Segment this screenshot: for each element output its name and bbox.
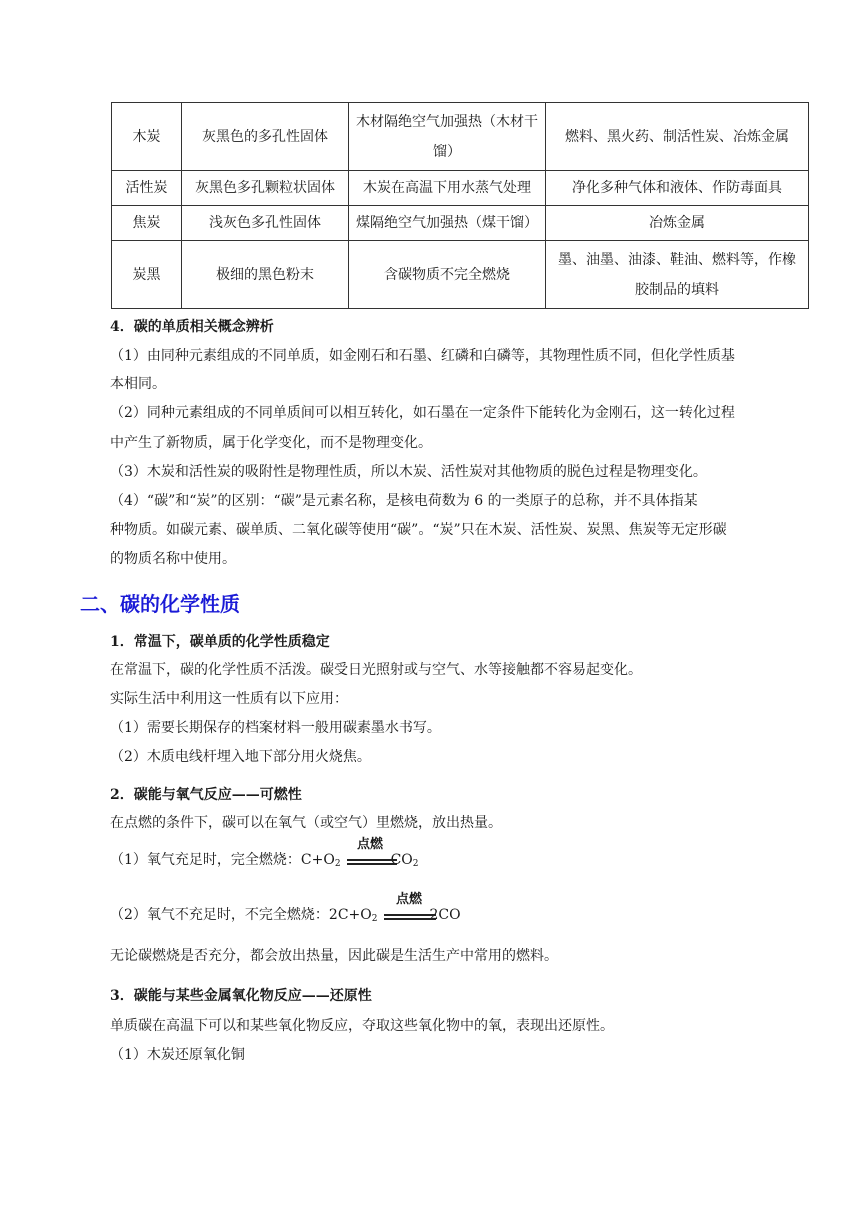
equals-sign [384, 914, 436, 920]
equation-products: $CO_2$ [390, 852, 419, 869]
paragraph-line: （1）需要长期保存的档案材料一般用碳素墨水书写。 [110, 720, 441, 736]
subsection-title: 1．常温下，碳单质的化学性质稳定 [110, 634, 330, 650]
subsection-title: 2．碳能与氧气反应——可燃性 [110, 787, 302, 803]
table-row [112, 103, 809, 171]
paragraph-line: （1）由同种元素组成的不同单质，如金刚石和石墨、红磷和白磷等，其物理性质不同，但化学性质基 [110, 348, 735, 364]
section-title: 4．碳的单质相关概念辨析 [110, 319, 274, 335]
paragraph-line: 的物质名称中使用。 [110, 551, 236, 567]
reaction-condition: 点燃 [396, 892, 423, 907]
table-cell: 浅灰色多孔性固体 [182, 206, 349, 241]
paragraph-line: 中产生了新物质，属于化学变化，而不是物理变化。 [110, 435, 432, 451]
table-cell: 炭黑 [112, 241, 182, 309]
equation-prefix: （2）氧气不充足时，不完全燃烧： [110, 907, 329, 923]
equation-prefix: （1）氧气充足时，完全燃烧： [110, 852, 301, 868]
equation-reactants: $2C+O_2$ [328, 907, 378, 924]
paragraph-line: （2）同种元素组成的不同单质间可以相互转化，如石墨在一定条件下能转化为金刚石，这一转化过程 [110, 405, 735, 421]
table-row [112, 206, 809, 241]
paragraph-line: （1）木炭还原氧化铜 [110, 1047, 245, 1063]
equation-products: 2CO [429, 907, 461, 923]
equation-complete-combustion [110, 837, 510, 870]
carbon-forms-table [111, 102, 809, 309]
table-cell: 含碳物质不完全燃烧 [349, 241, 546, 309]
paragraph-line: 种物质。如碳元素、碳单质、二氧化碳等使用“碳”。“炭”只在木炭、活性炭、炭黑、焦炭等无定形碳 [110, 522, 727, 538]
table-cell: 木炭 [112, 103, 182, 171]
paragraph-line: 单质碳在高温下可以和某些氧化物反应，夺取这些氧化物中的氧，表现出还原性。 [110, 1018, 614, 1034]
table-row [112, 241, 809, 309]
paragraph-line: 在点燃的条件下，碳可以在氧气（或空气）里燃烧，放出热量。 [110, 815, 502, 831]
table-cell: 活性炭 [112, 171, 182, 206]
table-row [112, 171, 809, 206]
paragraph-line: 本相同。 [110, 376, 166, 392]
table-cell: 木材隔绝空气加强热（木材干馏） [349, 103, 546, 171]
table-cell: 灰黑色的多孔性固体 [182, 103, 349, 171]
table-cell: 墨、油墨、油漆、鞋油、燃料等，作橡胶制品的填料 [546, 241, 809, 309]
reaction-condition: 点燃 [357, 837, 384, 852]
subsection-title: 3．碳能与某些金属氧化物反应——还原性 [110, 988, 372, 1004]
paragraph-line: （2）木质电线杆埋入地下部分用火烧焦。 [110, 749, 371, 765]
table-cell: 极细的黑色粉末 [182, 241, 349, 309]
paragraph-line: 无论碳燃烧是否充分，都会放出热量，因此碳是生活生产中常用的燃料。 [110, 948, 558, 964]
table-cell: 焦炭 [112, 206, 182, 241]
table-cell: 燃料、黑火药、制活性炭、冶炼金属 [546, 103, 809, 171]
table-cell: 冶炼金属 [546, 206, 809, 241]
equation-reactants: $C+O_2$ [300, 852, 341, 869]
equals-sign [347, 859, 397, 865]
paragraph-line: （3）木炭和活性炭的吸附性是物理性质，所以木炭、活性炭对其他物质的脱色过程是物理变化。 [110, 464, 707, 480]
paragraph-line: 在常温下，碳的化学性质不活泼。碳受日光照射或与空气、水等接触都不容易起变化。 [110, 662, 642, 678]
paragraph-line: 实际生活中利用这一性质有以下应用： [110, 691, 348, 707]
section-heading: 二、碳的化学性质 [80, 592, 240, 616]
table-cell: 净化多种气体和液体、作防毒面具 [546, 171, 809, 206]
equation-incomplete-combustion [110, 892, 510, 925]
table-cell: 木炭在高温下用水蒸气处理 [349, 171, 546, 206]
table-cell: 灰黑色多孔颗粒状固体 [182, 171, 349, 206]
table-cell: 煤隔绝空气加强热（煤干馏） [349, 206, 546, 241]
paragraph-line: （4）“碳”和“炭”的区别：“碳”是元素名称，是核电荷数为 6 的一类原子的总称，并不具体指某 [110, 493, 698, 509]
